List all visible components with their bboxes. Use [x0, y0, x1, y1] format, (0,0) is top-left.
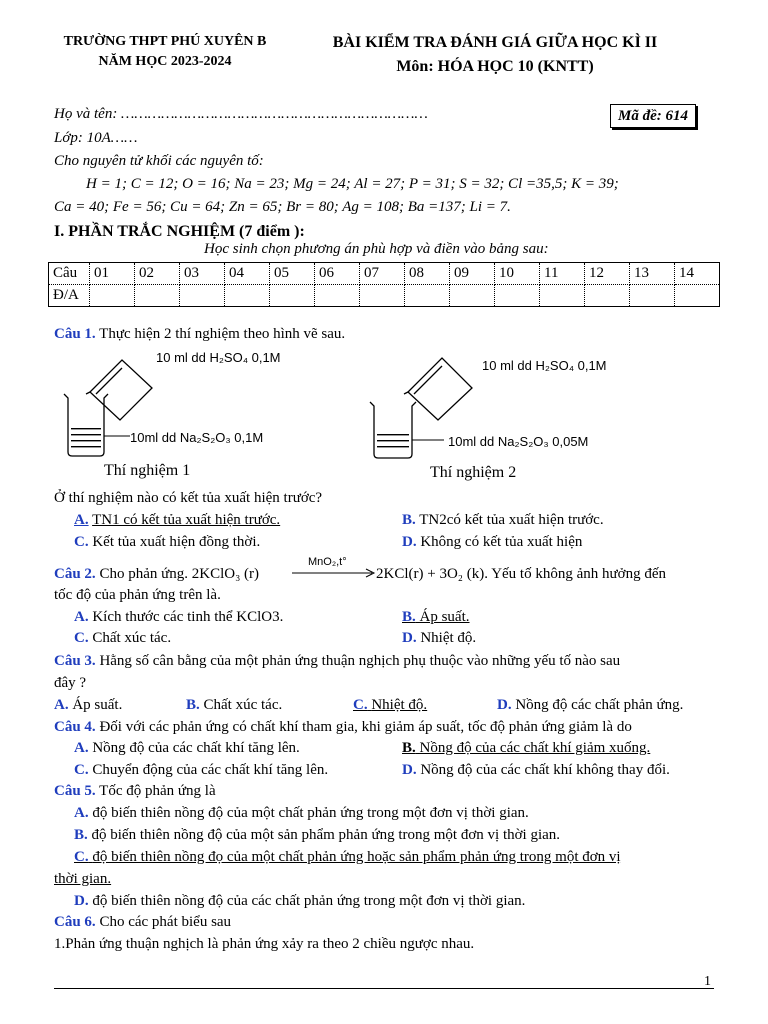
q4-option-d-label: D. — [402, 762, 417, 778]
q2-option-b[interactable] — [402, 609, 470, 626]
q2-option-a[interactable] — [74, 609, 283, 626]
question-6 — [54, 914, 231, 931]
q5-option-c-label: C. — [74, 849, 89, 865]
footer-divider — [54, 988, 714, 989]
question-5 — [54, 783, 216, 800]
q3-option-a-text: Áp suất. — [72, 697, 123, 713]
q1-option-a-label: A. — [74, 512, 89, 528]
q5-option-a[interactable] — [74, 805, 529, 822]
section-1-instruction: Học sinh chọn phương án phù hợp và điền vào bảng sau: — [204, 241, 549, 257]
q1-option-b-text: TN2có kết tủa xuất hiện trước. — [419, 512, 604, 528]
q3-option-c[interactable] — [353, 697, 427, 714]
exam-subject: Môn: HÓA HỌC 10 (KNTT) — [396, 58, 594, 75]
answer-cell[interactable] — [450, 285, 495, 307]
q5-option-c[interactable] — [74, 849, 621, 866]
answer-cell[interactable] — [225, 285, 270, 307]
experiment-2-caption: Thí nghiệm 2 — [430, 464, 517, 481]
q3-option-b[interactable] — [186, 697, 282, 714]
answer-table-row-answers — [49, 285, 720, 307]
q3-option-d-label: D. — [497, 697, 512, 713]
q4-option-a[interactable] — [74, 740, 300, 757]
q2-option-a-label: A. — [74, 609, 89, 625]
question-3-text: Hằng số cân bằng của một phản ứng thuận nghịch phụ thuộc vào những yếu tố nào sau — [99, 653, 621, 669]
q5-option-d[interactable] — [74, 893, 525, 910]
experiment-1-bottom-label: 10ml dd Na₂S₂O₃ 0,1M — [130, 430, 264, 445]
reaction-catalyst-label: MnO₂,t° — [308, 556, 347, 568]
question-6-label: Câu 6. — [54, 914, 96, 930]
question-2-text-before: Cho phản ứng. 2KClO₃ (r) — [99, 566, 260, 582]
answer-cell[interactable] — [540, 285, 585, 307]
question-6-text: Cho các phát biểu sau — [99, 914, 232, 930]
answer-table-label-question: Câu — [49, 263, 90, 285]
q5-option-b-label: B. — [74, 827, 88, 843]
q1-option-b[interactable] — [402, 512, 604, 529]
reaction-arrow-icon — [292, 568, 376, 578]
q2-option-c-text: Chất xúc tác. — [92, 630, 172, 646]
q1-option-a[interactable] — [74, 512, 280, 529]
experiment-2-bottom-label: 10ml dd Na₂S₂O₃ 0,05M — [448, 434, 589, 449]
class-line[interactable]: Lớp: 10A…… — [54, 130, 138, 146]
experiment-1-caption: Thí nghiệm 1 — [104, 462, 191, 479]
question-4-label: Câu 4. — [54, 719, 96, 735]
q4-option-c-text: Chuyển động của các chất khí tăng lên. — [92, 762, 329, 778]
question-5-text: Tốc độ phản ứng là — [99, 783, 216, 799]
q3-option-d[interactable] — [497, 697, 683, 714]
question-2-text-after: 2KCl(r) + 3O₂ (k). Yếu tố không ảnh hưởng đến — [376, 566, 666, 582]
atomic-mass-line-2: Ca = 40; Fe = 56; Cu = 64; Zn = 65; Br = 80; Ag = 108; Ba =137; Li = 7. — [54, 199, 511, 215]
q5-option-d-label: D. — [74, 893, 89, 909]
answer-table-col: 13 — [630, 263, 675, 285]
answer-cell[interactable] — [90, 285, 135, 307]
q4-option-c-label: C. — [74, 762, 89, 778]
atomic-mass-intro: Cho nguyên tử khối các nguyên tố: — [54, 153, 264, 169]
answer-table-col: 11 — [540, 263, 585, 285]
answer-table-col: 10 — [495, 263, 540, 285]
q1-option-d-label: D. — [402, 534, 417, 550]
q1-option-a-text: TN1 có kết tủa xuất hiện trước. — [92, 512, 281, 528]
question-5-label: Câu 5. — [54, 783, 96, 799]
q1-option-b-label: B. — [402, 512, 416, 528]
q3-option-b-label: B. — [186, 697, 200, 713]
q1-option-d[interactable] — [402, 534, 582, 551]
question-2-label: Câu 2. — [54, 566, 96, 582]
answer-cell[interactable] — [135, 285, 180, 307]
q5-option-d-text: độ biến thiên nồng độ của các chất phản ứng trong một đơn vị thời gian. — [92, 893, 526, 909]
answer-cell[interactable] — [630, 285, 675, 307]
experiment-1-figure — [60, 352, 160, 462]
answer-table-col: 07 — [360, 263, 405, 285]
question-6-statement-1: 1.Phản ứng thuận nghịch là phản ứng xảy ra theo 2 chiều ngược nhau. — [54, 936, 475, 952]
question-4 — [54, 719, 632, 736]
q3-option-a[interactable] — [54, 697, 122, 714]
question-1 — [54, 326, 345, 343]
answer-table-col: 05 — [270, 263, 315, 285]
answer-table-col: 04 — [225, 263, 270, 285]
q2-option-d-label: D. — [402, 630, 417, 646]
answer-table-col: 08 — [405, 263, 450, 285]
answer-cell[interactable] — [270, 285, 315, 307]
answer-table-label-answer: Đ/A — [49, 285, 90, 307]
q5-option-a-text: độ biến thiên nồng độ của một chất phản ứng trong một đơn vị thời gian. — [92, 805, 529, 821]
q4-option-d-text: Nồng độ của các chất khí không thay đổi. — [420, 762, 670, 778]
exam-code-box: Mã đề: 614 — [610, 104, 696, 128]
q3-option-b-text: Chất xúc tác. — [203, 697, 283, 713]
experiment-2-top-label: 10 ml dd H₂SO₄ 0,1M — [482, 358, 607, 373]
q4-option-d[interactable] — [402, 762, 670, 779]
q3-option-a-label: A. — [54, 697, 69, 713]
answer-table-col: 06 — [315, 263, 360, 285]
answer-cell[interactable] — [315, 285, 360, 307]
answer-table-col: 03 — [180, 263, 225, 285]
q3-option-d-text: Nồng độ các chất phản ứng. — [515, 697, 684, 713]
question-1-label: Câu 1. — [54, 326, 96, 342]
q1-option-d-text: Không có kết tủa xuất hiện — [420, 534, 583, 550]
q3-option-c-text: Nhiệt độ. — [371, 697, 428, 713]
answer-cell[interactable] — [405, 285, 450, 307]
q5-option-a-label: A. — [74, 805, 89, 821]
school-year: NĂM HỌC 2023-2024 — [98, 54, 232, 69]
answer-table-col: 14 — [675, 263, 720, 285]
q1-option-c-label: C. — [74, 534, 89, 550]
q4-option-c[interactable] — [74, 762, 328, 779]
q2-option-b-text: Áp suất. — [419, 609, 470, 625]
q5-option-b-text: độ biến thiên nồng độ của một sản phẩm phản ứng trong một đơn vị thời gian. — [91, 827, 561, 843]
q2-option-d[interactable] — [402, 630, 476, 647]
q4-option-a-label: A. — [74, 740, 89, 756]
question-1-prompt: Ở thí nghiệm nào có kết tủa xuất hiện trước? — [54, 490, 323, 506]
q3-option-c-label: C. — [353, 697, 368, 713]
student-name-line[interactable]: Họ và tên: …………………………………………………………… — [54, 106, 428, 122]
page-number: 1 — [704, 974, 711, 989]
q5-option-c-continued: thời gian. — [54, 871, 112, 887]
question-4-text: Đối với các phản ứng có chất khí tham gia, khi giảm áp suất, tốc độ phản ứng giảm là do — [99, 719, 632, 735]
answer-cell[interactable] — [585, 285, 630, 307]
section-1-title: I. PHẦN TRẮC NGHIỆM (7 điểm ): — [54, 223, 305, 240]
q5-option-b[interactable] — [74, 827, 560, 844]
answer-cell[interactable] — [495, 285, 540, 307]
answer-cell[interactable] — [360, 285, 405, 307]
question-2 — [54, 566, 259, 583]
experiment-1-top-label: 10 ml dd H₂SO₄ 0,1M — [156, 350, 281, 365]
answer-table — [48, 262, 720, 307]
answer-table-col: 02 — [135, 263, 180, 285]
answer-cell[interactable] — [675, 285, 720, 307]
q5-option-c-text: độ biến thiên nồng đọ của một chất phản ứng hoặc sản phẩm phản ứng trong một đơn vị — [92, 849, 621, 865]
answer-table-row-questions — [49, 263, 720, 285]
question-1-text: Thực hiện 2 thí nghiệm theo hình vẽ sau. — [99, 326, 346, 342]
atomic-mass-line-1: H = 1; C = 12; O = 16; Na = 23; Mg = 24; Al = 27; P = 31; S = 32; Cl =35,5; K = 39; — [86, 176, 619, 192]
q2-option-d-text: Nhiệt độ. — [420, 630, 477, 646]
answer-cell[interactable] — [180, 285, 225, 307]
q2-option-a-text: Kích thước các tinh thể KClO3. — [92, 609, 284, 625]
answer-table-col: 09 — [450, 263, 495, 285]
answer-table-col: 12 — [585, 263, 630, 285]
q2-option-c-label: C. — [74, 630, 89, 646]
q4-option-a-text: Nồng độ của các chất khí tăng lên. — [92, 740, 300, 756]
exam-title: BÀI KIỂM TRA ĐÁNH GIÁ GIỮA HỌC KÌ II — [332, 34, 658, 51]
question-2-text-line-2: tốc độ của phản ứng trên là. — [54, 587, 221, 603]
q4-option-b-text: Nồng độ của các chất khí giảm xuống. — [419, 740, 651, 756]
q2-option-c[interactable] — [74, 630, 171, 647]
school-name: TRƯỜNG THPT PHÚ XUYÊN B — [63, 34, 267, 49]
q4-option-b[interactable] — [402, 740, 650, 757]
q1-option-c[interactable] — [74, 534, 260, 551]
answer-table-col: 01 — [90, 263, 135, 285]
q2-option-b-label: B. — [402, 609, 416, 625]
q4-option-b-label: B. — [402, 740, 416, 756]
question-3-text-line-2: đây ? — [54, 675, 87, 691]
question-3-label: Câu 3. — [54, 653, 96, 669]
q1-option-c-text: Kết tủa xuất hiện đồng thời. — [92, 534, 261, 550]
question-3 — [54, 653, 620, 670]
